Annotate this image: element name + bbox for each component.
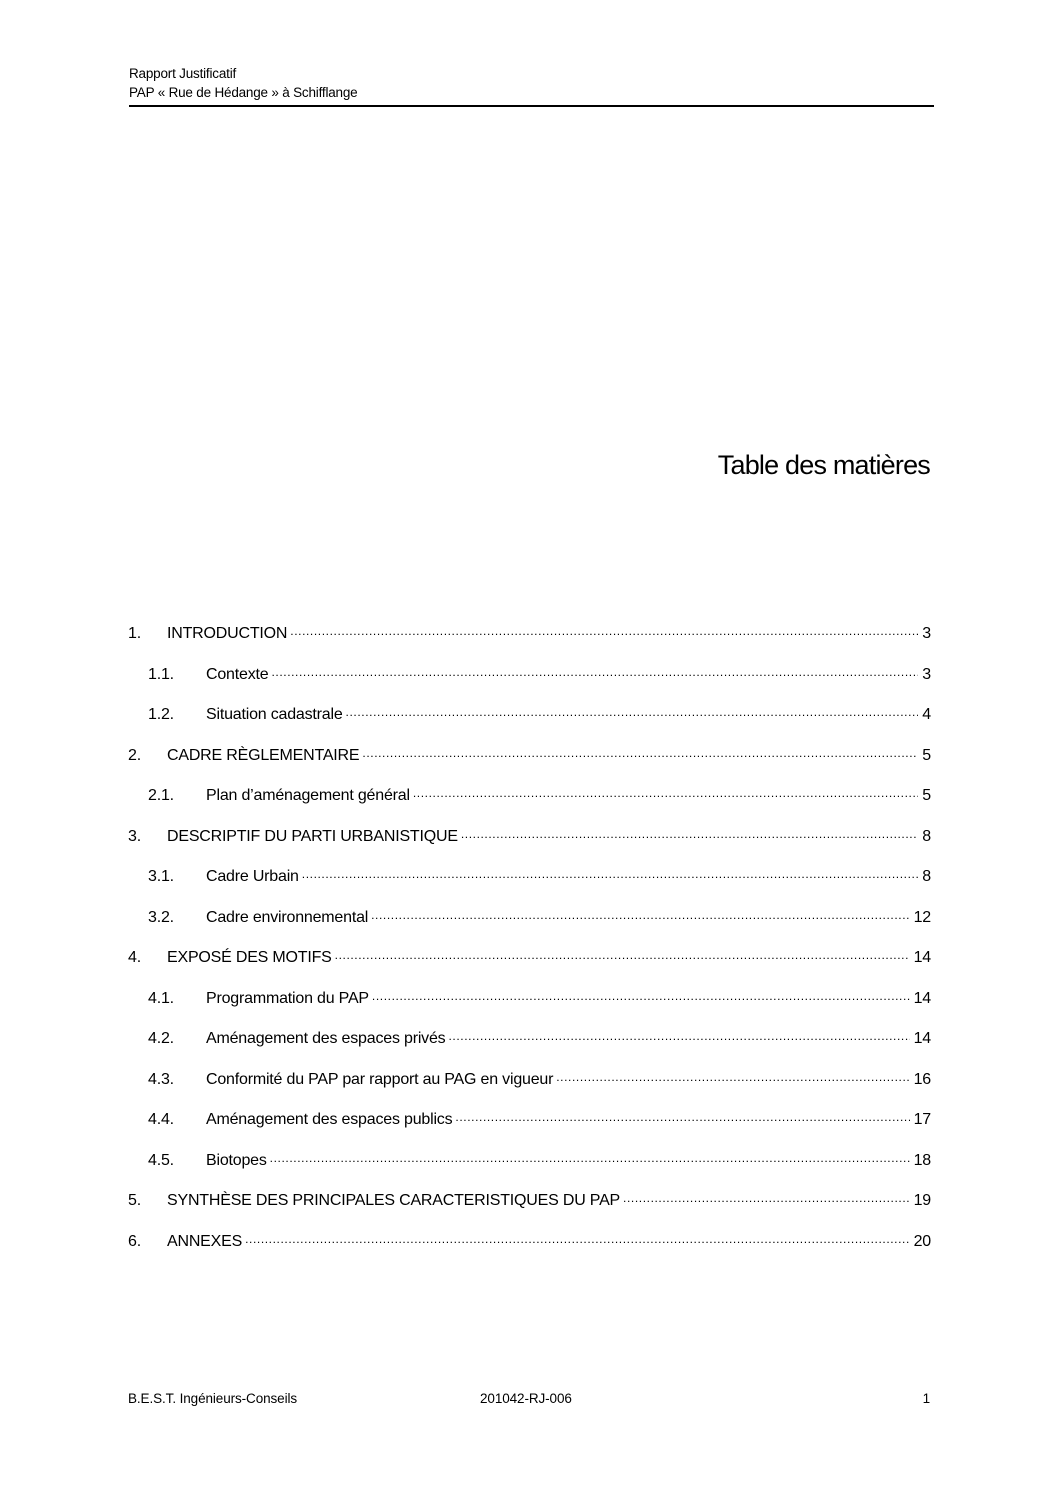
toc-entry[interactable] bbox=[128, 1227, 931, 1268]
toc-dot-leader bbox=[372, 984, 910, 1003]
toc-entry-page: 16 bbox=[913, 1070, 931, 1088]
page-header bbox=[129, 64, 934, 107]
toc-entry-page: 3 bbox=[922, 625, 931, 643]
toc-dot-leader bbox=[623, 1186, 910, 1205]
toc-entry-page: 14 bbox=[913, 989, 931, 1007]
toc-entry-label: Biotopes bbox=[206, 1151, 267, 1169]
toc-entry-number: 1. bbox=[128, 625, 141, 643]
toc-entry-number: 4.3. bbox=[148, 1070, 174, 1088]
toc-entry[interactable] bbox=[128, 619, 931, 660]
toc-entry[interactable] bbox=[128, 1065, 931, 1106]
toc-dot-leader bbox=[245, 1227, 910, 1246]
toc-entry[interactable] bbox=[128, 822, 931, 863]
toc-entry-page: 3 bbox=[922, 665, 931, 683]
toc-entry-page: 20 bbox=[913, 1232, 931, 1250]
toc-dot-leader bbox=[302, 862, 919, 881]
toc-entry-number: 3. bbox=[128, 827, 141, 845]
toc-entry-label: INTRODUCTION bbox=[167, 625, 288, 643]
toc-dot-leader bbox=[346, 700, 919, 719]
toc-dot-leader bbox=[271, 660, 918, 679]
table-of-contents bbox=[128, 619, 931, 1267]
toc-title: Table des matières bbox=[717, 450, 930, 480]
toc-entry[interactable] bbox=[128, 903, 931, 944]
toc-entry-number: 4.1. bbox=[148, 989, 174, 1007]
toc-entry-label: ANNEXES bbox=[167, 1232, 243, 1250]
toc-entry-number: 3.2. bbox=[148, 908, 174, 926]
toc-entry-page: 14 bbox=[913, 949, 931, 967]
toc-dot-leader bbox=[461, 822, 918, 841]
toc-dot-leader bbox=[556, 1065, 909, 1084]
toc-dot-leader bbox=[448, 1024, 909, 1043]
toc-dot-leader bbox=[371, 903, 909, 922]
toc-entry-page: 8 bbox=[922, 868, 931, 886]
toc-entry-label: EXPOSÉ DES MOTIFS bbox=[167, 949, 332, 967]
toc-entry-label: Aménagement des espaces publics bbox=[206, 1111, 453, 1129]
toc-entry[interactable] bbox=[128, 781, 931, 822]
footer-reference: 201042-RJ-006 bbox=[480, 1391, 572, 1406]
toc-entry-label: Situation cadastrale bbox=[206, 706, 343, 724]
footer-page-number: 1 bbox=[922, 1391, 930, 1406]
toc-entry[interactable] bbox=[128, 984, 931, 1025]
toc-entry-number: 2.1. bbox=[148, 787, 174, 805]
toc-entry[interactable] bbox=[128, 1146, 931, 1187]
toc-entry[interactable] bbox=[128, 660, 931, 701]
toc-entry-label: Conformité du PAP par rapport au PAG en vigueur bbox=[206, 1070, 554, 1088]
toc-entry-number: 1.1. bbox=[148, 665, 174, 683]
toc-entry-number: 2. bbox=[128, 746, 141, 764]
toc-entry[interactable] bbox=[128, 943, 931, 984]
toc-entry-number: 3.1. bbox=[148, 868, 174, 886]
header-project-title: PAP « Rue de Hédange » à Schifflange bbox=[129, 85, 358, 100]
toc-entry-page: 8 bbox=[922, 827, 931, 845]
toc-dot-leader bbox=[362, 741, 918, 760]
toc-dot-leader bbox=[335, 943, 910, 962]
toc-entry-number: 4.5. bbox=[148, 1151, 174, 1169]
toc-entry[interactable] bbox=[128, 700, 931, 741]
toc-dot-leader bbox=[290, 619, 918, 638]
toc-entry-number: 4.2. bbox=[148, 1030, 174, 1048]
toc-entry-page: 4 bbox=[922, 706, 931, 724]
toc-entry-page: 5 bbox=[922, 787, 931, 805]
toc-entry-label: DESCRIPTIF DU PARTI URBANISTIQUE bbox=[167, 827, 458, 845]
toc-dot-leader bbox=[270, 1146, 910, 1165]
toc-entry-label: Cadre Urbain bbox=[206, 868, 299, 886]
toc-entry-page: 18 bbox=[913, 1151, 931, 1169]
toc-entry-label: Aménagement des espaces privés bbox=[206, 1030, 446, 1048]
footer-company: B.E.S.T. Ingénieurs-Conseils bbox=[128, 1391, 298, 1406]
toc-entry-page: 19 bbox=[913, 1192, 931, 1210]
toc-entry-page: 14 bbox=[913, 1030, 931, 1048]
toc-entry[interactable] bbox=[128, 862, 931, 903]
toc-dot-leader bbox=[413, 781, 918, 800]
toc-entry-page: 5 bbox=[922, 746, 931, 764]
toc-entry-label: Contexte bbox=[206, 665, 269, 683]
toc-entry-label: Programmation du PAP bbox=[206, 989, 369, 1007]
toc-entry-label: Plan d’aménagement général bbox=[206, 787, 410, 805]
toc-entry[interactable] bbox=[128, 1024, 931, 1065]
toc-entry-label: SYNTHÈSE DES PRINCIPALES CARACTERISTIQUES DU PAP bbox=[167, 1192, 621, 1210]
toc-entry-number: 4.4. bbox=[148, 1111, 174, 1129]
toc-entry-number: 1.2. bbox=[148, 706, 174, 724]
toc-entry-label: CADRE RÈGLEMENTAIRE bbox=[167, 746, 360, 764]
toc-entry[interactable] bbox=[128, 1186, 931, 1227]
toc-entry-number: 5. bbox=[128, 1192, 141, 1210]
toc-entry-number: 6. bbox=[128, 1232, 141, 1250]
toc-entry-page: 17 bbox=[913, 1111, 931, 1129]
toc-entry[interactable] bbox=[128, 741, 931, 782]
toc-entry-page: 12 bbox=[913, 908, 931, 926]
toc-dot-leader bbox=[455, 1105, 909, 1124]
page-footer bbox=[128, 1391, 930, 1411]
toc-entry-label: Cadre environnemental bbox=[206, 908, 369, 926]
header-report-type: Rapport Justificatif bbox=[129, 66, 237, 81]
toc-entry-number: 4. bbox=[128, 949, 141, 967]
toc-entry[interactable] bbox=[128, 1105, 931, 1146]
